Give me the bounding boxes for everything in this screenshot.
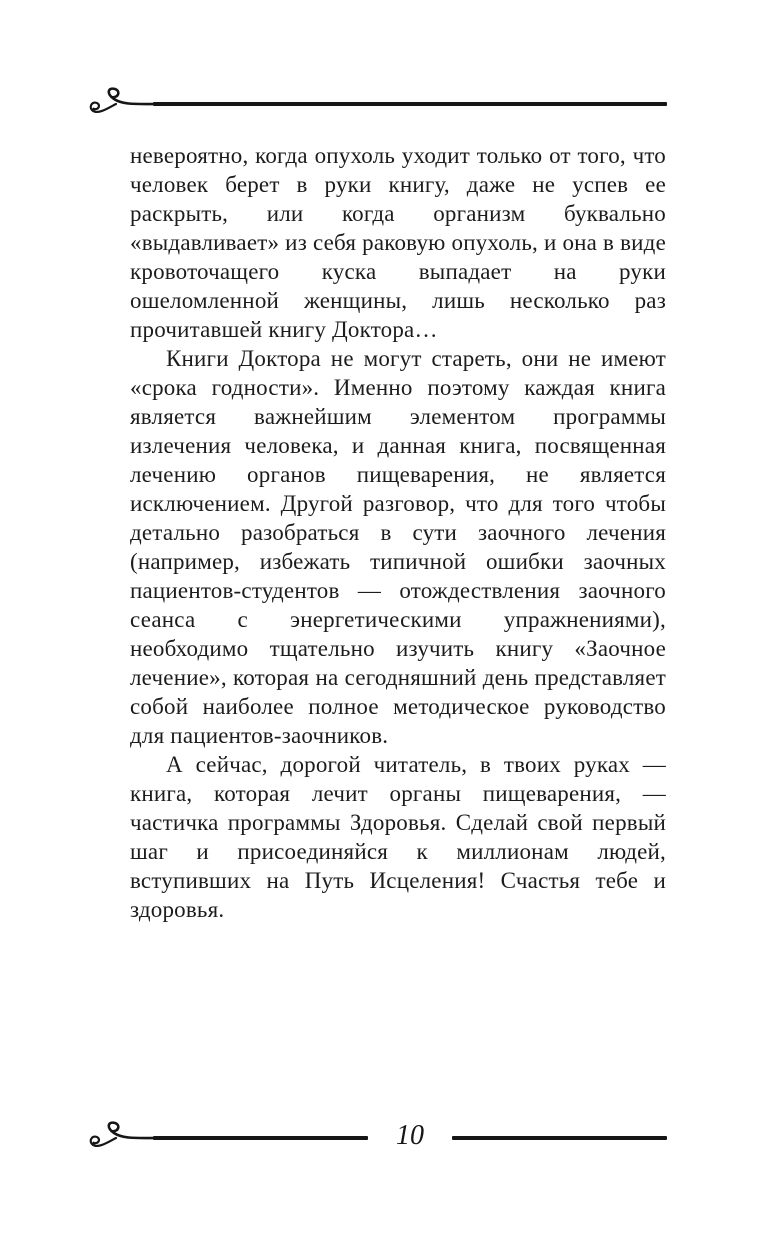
bottom-flourish-icon xyxy=(85,1120,159,1156)
paragraph: невероятно, когда опухоль уходит только от того, что человек берет в руки книгу, даже не успев ее раскрыть, или когда организм буквально «выдавливает» из себя раковую опухоль, и она в виде кровоточащего куска выпадает на руки ошеломленной женщины, лишь несколько раз прочитавшей книгу Доктора… xyxy=(130,143,666,342)
paragraph: А сейчас, дорогой читатель, в твоих руках — книга, которая лечит органы пищеварения, — частичка программы Здоровья. Сделай свой первый шаг и присоединяйся к миллионам людей, вступивших на Путь Исцеления! Счастья тебе и здоровья. xyxy=(130,752,666,922)
bottom-rule xyxy=(85,1118,667,1158)
bottom-rule-line-left xyxy=(153,1136,368,1140)
top-flourish-icon xyxy=(85,86,159,122)
paragraph: Книги Доктора не могут стареть, они не имеют «срока годности». Именно поэтому каждая книга является важнейшим элементом программы излечения человека, и данная книга, посвященная лечению органов пищеварения, не является исключением. Другой разговор, что для того чтобы детально разобраться в сути заочного лечения (например, избежать типичной ошибки заочных пациентов-студентов — отождествления заочного сеанса с энергетическими упражнениями), необходимо тщательно изучить книгу «Заочное лечение», которая на сегодняшний день представляет собой наиболее полное методическое руководство для пациентов-заочников. xyxy=(130,346,666,748)
page-text xyxy=(130,141,666,924)
page-number: 10 xyxy=(396,1120,424,1151)
top-rule-line xyxy=(153,102,667,106)
bottom-rule-line-right xyxy=(452,1136,667,1140)
top-rule xyxy=(85,86,667,122)
